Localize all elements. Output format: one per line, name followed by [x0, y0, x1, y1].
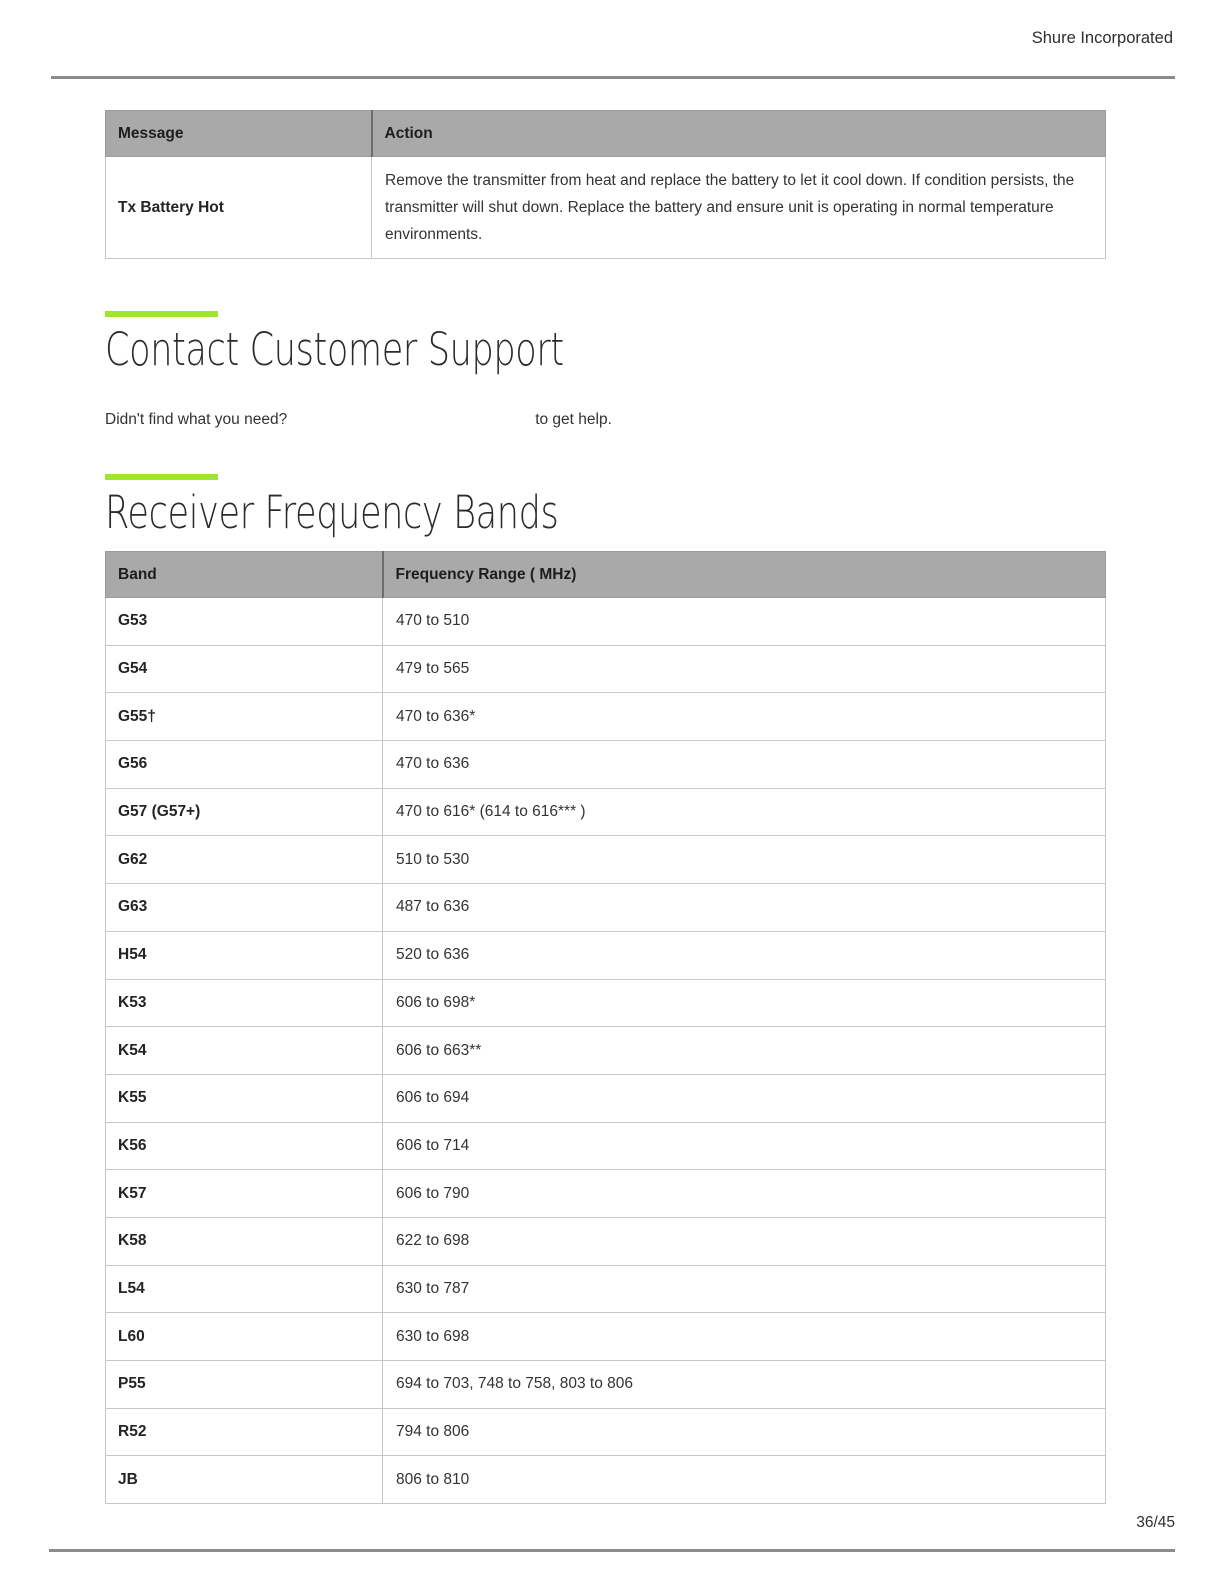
contact-support-text: [105, 411, 612, 429]
table-row: [106, 788, 1106, 836]
frequency-cell: 630 to 787: [383, 1265, 1106, 1313]
table-row: [106, 884, 1106, 932]
section-accent-bar: [105, 311, 218, 317]
bands-table-body: [106, 598, 1106, 1504]
table-row: [106, 1408, 1106, 1456]
frequency-cell: 622 to 698: [383, 1217, 1106, 1265]
frequency-cell: 510 to 530: [383, 836, 1106, 884]
table-row: [106, 1170, 1106, 1218]
frequency-cell: 606 to 694: [383, 1074, 1106, 1122]
frequency-cell: 694 to 703, 748 to 758, 803 to 806: [383, 1361, 1106, 1409]
frequency-cell: 520 to 636: [383, 931, 1106, 979]
band-cell: G56: [106, 741, 383, 789]
section-title-contact: Contact Customer Support: [105, 323, 564, 376]
table-row: [106, 1074, 1106, 1122]
table-row: [106, 1313, 1106, 1361]
message-column-header: Message: [106, 111, 372, 157]
band-cell: K53: [106, 979, 383, 1027]
frequency-cell: 487 to 636: [383, 884, 1106, 932]
table-row: [106, 836, 1106, 884]
frequency-cell: 606 to 663**: [383, 1027, 1106, 1075]
table-row: [106, 1456, 1106, 1504]
table-header-row: [106, 111, 1106, 157]
band-cell: L60: [106, 1313, 383, 1361]
frequency-cell: 470 to 616* (614 to 616*** ): [383, 788, 1106, 836]
band-cell: JB: [106, 1456, 383, 1504]
band-cell: R52: [106, 1408, 383, 1456]
support-link-placeholder: [287, 423, 535, 424]
band-cell: K57: [106, 1170, 383, 1218]
contact-text-after: to get help.: [535, 410, 612, 428]
message-table: [105, 110, 1106, 259]
contact-text-before: Didn't find what you need?: [105, 410, 288, 428]
table-row: [106, 1361, 1106, 1409]
table-row: [106, 1217, 1106, 1265]
table-row: [106, 157, 1106, 259]
footer-divider: [49, 1549, 1175, 1552]
table-row: [106, 741, 1106, 789]
band-column-header: Band: [106, 552, 383, 598]
band-cell: G54: [106, 645, 383, 693]
section-title-bands: Receiver Frequency Bands: [105, 486, 559, 539]
band-cell: K58: [106, 1217, 383, 1265]
frequency-cell: 606 to 698*: [383, 979, 1106, 1027]
frequency-cell: 630 to 698: [383, 1313, 1106, 1361]
action-column-header: Action: [372, 111, 1106, 157]
band-cell: G53: [106, 598, 383, 646]
band-cell: H54: [106, 931, 383, 979]
frequency-cell: 794 to 806: [383, 1408, 1106, 1456]
table-row: [106, 645, 1106, 693]
table-header-row: [106, 552, 1106, 598]
band-cell: G62: [106, 836, 383, 884]
page-number: 36/45: [1136, 1514, 1175, 1531]
frequency-bands-table: [105, 551, 1106, 1504]
band-cell: K54: [106, 1027, 383, 1075]
section-accent-bar: [105, 474, 218, 480]
table-row: [106, 931, 1106, 979]
band-cell: L54: [106, 1265, 383, 1313]
band-cell: G63: [106, 884, 383, 932]
band-cell: G57 (G57+): [106, 788, 383, 836]
frequency-range-column-header: Frequency Range ( MHz): [383, 552, 1106, 598]
frequency-cell: 470 to 636*: [383, 693, 1106, 741]
table-row: [106, 693, 1106, 741]
table-row: [106, 1265, 1106, 1313]
frequency-cell: 606 to 714: [383, 1122, 1106, 1170]
frequency-cell: 470 to 510: [383, 598, 1106, 646]
header-divider: [51, 76, 1175, 79]
message-cell: Tx Battery Hot: [106, 157, 372, 259]
band-cell: G55†: [106, 693, 383, 741]
band-cell: K56: [106, 1122, 383, 1170]
table-row: [106, 598, 1106, 646]
table-row: [106, 1122, 1106, 1170]
frequency-cell: 606 to 790: [383, 1170, 1106, 1218]
action-cell: Remove the transmitter from heat and replace the battery to let it cool down. If condition persists, the transmitter will shut down. Replace the battery and ensure unit is operating in normal temperature environments.: [372, 157, 1106, 259]
frequency-cell: 806 to 810: [383, 1456, 1106, 1504]
company-name: Shure Incorporated: [1031, 29, 1173, 47]
table-row: [106, 1027, 1106, 1075]
table-row: [106, 979, 1106, 1027]
frequency-cell: 479 to 565: [383, 645, 1106, 693]
band-cell: K55: [106, 1074, 383, 1122]
band-cell: P55: [106, 1361, 383, 1409]
frequency-cell: 470 to 636: [383, 741, 1106, 789]
